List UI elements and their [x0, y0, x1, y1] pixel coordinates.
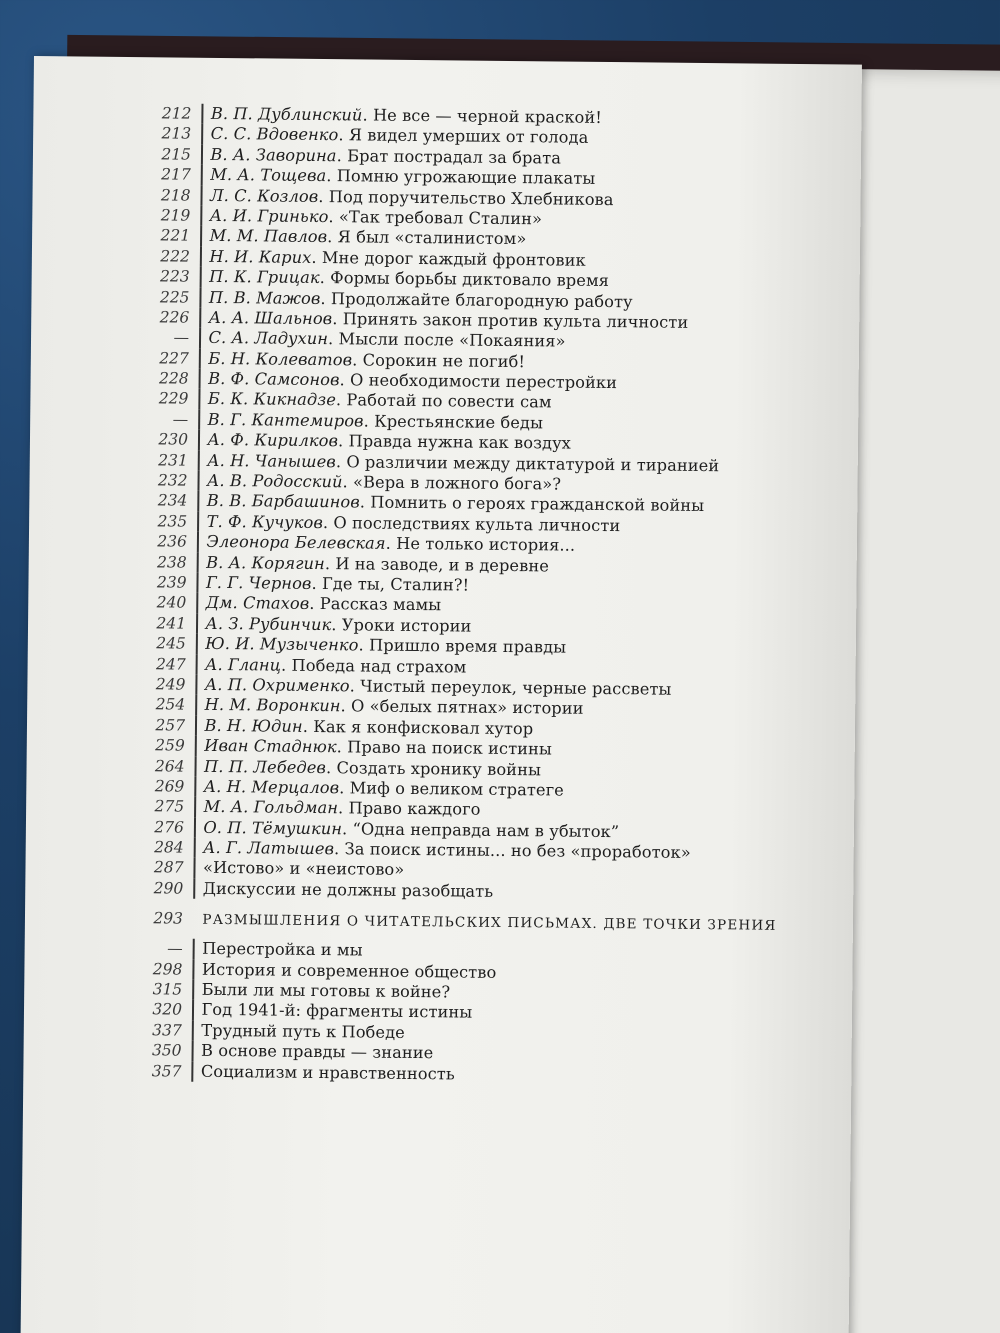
entry-text: В. А. Корягин. И на заводе, и в деревне	[206, 552, 550, 576]
page-number: 223	[160, 267, 190, 286]
entry-text: А. И. Гринько. «Так требовал Сталин»	[209, 205, 543, 229]
column-rule	[200, 185, 202, 205]
column-rule	[196, 654, 198, 674]
page-number: 287	[153, 858, 184, 878]
column-rule	[201, 165, 203, 185]
entry-author: А. Ф. Кирилков	[207, 430, 339, 451]
column-rule	[195, 736, 197, 756]
entry-title: Пришло время правды	[368, 635, 567, 657]
entry-author: М. А. Тощева	[210, 165, 327, 186]
entry-author: М. А. Гольдман	[203, 797, 339, 818]
entry-title: Право каждого	[348, 798, 481, 819]
entry-text: Дм. Стахов. Рассказ мамы	[205, 593, 442, 615]
section-title: РАЗМЫШЛЕНИЯ О ЧИТАТЕЛЬСКИХ ПИСЬМАХ. ДВЕ ТОЧКИ ЗРЕНИЯ	[202, 912, 777, 935]
book-page	[20, 56, 862, 1333]
column-rule	[192, 1021, 194, 1041]
entry-author: Элеонора Белевская	[206, 532, 386, 553]
column-rule	[195, 695, 197, 715]
page-number: 229	[158, 389, 189, 409]
column-rule	[200, 206, 202, 226]
entry-author: Л. С. Козлов	[209, 185, 319, 206]
entry-text: А. Н. Чанышев. О различии между диктатурой и тиранией	[207, 450, 720, 475]
column-rule	[196, 634, 198, 654]
entry-text: Иван Стаднюк. Право на поиск истины	[204, 735, 553, 759]
entry-text: А. З. Рубинчик. Уроки истории	[205, 613, 472, 636]
page-number: 254	[155, 695, 186, 714]
page-number: 225	[159, 287, 190, 307]
entry-title: История и современное общество	[201, 959, 497, 982]
entry-author: Г. Г. Чернов	[205, 572, 312, 593]
entry-author: С. С. Вдовенко	[210, 124, 339, 145]
entry-title: Формы борьбы диктовало время	[330, 268, 610, 291]
column-rule	[198, 389, 200, 409]
column-rule	[194, 817, 196, 837]
contents-list-letters	[143, 103, 831, 905]
entry-text: В. А. Заворина. Брат пострадал за брата	[210, 144, 562, 168]
page-number: 298	[152, 959, 183, 979]
section-heading-row	[143, 898, 823, 945]
entry-text: П. К. Грицак. Формы борьбы диктовало время	[209, 266, 610, 291]
entry-author: М. М. Павлов	[209, 226, 328, 247]
entry-title: И на заводе, и в деревне	[335, 553, 550, 576]
entry-author: Иван Стаднюк	[204, 735, 337, 757]
entry-text: А. П. Охрименко. Чистый переулок, черные рассветы	[204, 674, 672, 699]
page-number: 212	[161, 104, 192, 123]
column-rule	[200, 226, 202, 246]
contents-list-reflections	[141, 938, 822, 1088]
page-number: —	[172, 410, 189, 429]
page-number: 236	[157, 532, 188, 551]
entry-text	[201, 1041, 434, 1064]
entry-title: Чистый переулок, черные рассветы	[360, 676, 672, 699]
entry-title: Я видел умерших от голода	[348, 125, 589, 148]
entry-author: П. К. Грицак	[209, 266, 320, 288]
column-rule	[191, 1061, 193, 1081]
page-number: 264	[154, 756, 185, 776]
entry-text: А. Н. Мерцалов. Миф о великом стратеге	[203, 776, 565, 800]
page-number: 238	[157, 552, 187, 572]
entry-author: П. В. Мажов	[208, 287, 321, 308]
page-number: 350	[151, 1041, 182, 1060]
entry-text: А. А. Шальнов. Принять закон против культа личности	[208, 307, 689, 332]
column-rule	[201, 104, 203, 124]
entry-title: Дискуссии не должны разобщать	[202, 878, 494, 901]
entry-title: «Так требовал Сталин»	[338, 207, 543, 229]
column-rule	[193, 899, 195, 939]
entry-text: А. Г. Латышев. За поиск истины... но без «проработок»	[203, 837, 691, 862]
entry-title: О различии между диктатурой и тиранией	[346, 451, 720, 475]
column-rule	[192, 959, 194, 979]
page-number: 269	[154, 777, 185, 796]
page-number: 290	[153, 879, 184, 898]
column-rule	[196, 613, 198, 633]
entry-title: Помнить о героях гражданской войны	[370, 492, 705, 516]
page-number: 320	[152, 1000, 183, 1020]
entry-text: П. П. Лебедев. Создать хронику войны	[203, 756, 542, 779]
page-number: —	[173, 328, 190, 347]
entry-title: Сорокин не погиб!	[362, 350, 526, 371]
entry-author: А. Г. Латышев	[203, 837, 335, 859]
entry-text: Элеонора Белевская. Не только история...	[206, 532, 576, 555]
entry-author: Т. Ф. Кучуков	[206, 511, 324, 532]
page-number: 228	[158, 369, 189, 388]
entry-author: В. А. Заворина	[210, 144, 337, 165]
page-number: 218	[160, 185, 191, 205]
page-number: 215	[161, 145, 192, 164]
page-number: 259	[155, 736, 185, 755]
entry-text: С. А. Ладухин. Мысли после «Покаяния»	[208, 328, 566, 351]
entry-text: А. Ф. Кирилков. Правда нужна как воздух	[207, 430, 572, 453]
column-rule	[198, 450, 200, 470]
entry-author: А. Н. Чанышев	[207, 450, 336, 471]
page-number: 232	[157, 471, 188, 490]
entry-author: А. В. Родосский	[206, 470, 343, 492]
entry-title: Уроки истории	[341, 615, 472, 636]
column-rule	[195, 675, 197, 695]
entry-author: Дм. Стахов	[205, 593, 310, 614]
column-rule	[197, 471, 199, 491]
page-number: 234	[157, 491, 188, 511]
entry-title: О последствиях культа личности	[333, 512, 621, 535]
column-rule	[193, 858, 195, 878]
entry-title: Не только история...	[396, 534, 576, 555]
column-rule	[201, 124, 203, 144]
entry-text: С. С. Вдовенко. Я видел умерших от голода	[210, 124, 589, 148]
entry-text: Н. И. Карих. Мне дорог каждый фронтовик	[209, 246, 586, 270]
entry-title: Как я конфисковал хутор	[313, 716, 534, 738]
entry-title: Создать хронику войны	[336, 757, 542, 779]
entry-title: Помню угрожающие плакаты	[336, 166, 596, 189]
column-rule	[193, 939, 195, 959]
entry-text: В. Н. Юдин. Как я конфисковал хутор	[204, 715, 534, 738]
page-number: 315	[152, 980, 183, 999]
column-rule	[200, 246, 202, 266]
column-rule	[197, 552, 199, 572]
entry-title: Год 1941-й: фрагменты истины	[201, 1000, 473, 1023]
column-rule	[197, 512, 199, 532]
entry-text: О. П. Тёмушкин. “Одна неправда нам в убыток”	[203, 817, 620, 841]
entry-text	[201, 1000, 472, 1023]
entry-text: Б. К. Кикнадзе. Работай по совести сам	[207, 389, 552, 412]
page-number: 217	[161, 165, 191, 184]
page-number: 276	[154, 817, 185, 837]
column-rule	[199, 369, 201, 389]
entry-title: Правда нужна как воздух	[348, 431, 572, 453]
entry-text: Г. Г. Чернов. Где ты, Сталин?!	[205, 572, 470, 595]
section-page-number: 293	[153, 909, 184, 928]
entry-text: В. В. Барбашинов. Помнить о героях гражданской войны	[206, 491, 705, 516]
table-of-contents	[141, 103, 831, 1088]
entry-title: Рассказ мамы	[319, 594, 442, 615]
entry-title: Победа над страхом	[291, 655, 467, 677]
entry-title: «Вера в ложного бога»?	[352, 472, 562, 494]
page-number: 275	[154, 797, 185, 816]
entry-text	[203, 858, 405, 881]
entry-text: Н. М. Воронкин. О «белых пятнах» истории	[204, 695, 584, 719]
column-rule	[192, 1000, 194, 1020]
page-number: 284	[154, 838, 184, 857]
entry-author: А. П. Охрименко	[204, 674, 350, 696]
page-number: 249	[155, 675, 186, 694]
entry-title: Я был «сталинистом»	[337, 227, 527, 249]
entry-author: В. А. Корягин	[206, 552, 325, 573]
column-rule	[191, 1041, 193, 1061]
entry-title: «Истово» и «неистово»	[202, 858, 405, 880]
entry-text: В. Ф. Самсонов. О необходимости перестройки	[208, 368, 618, 393]
entry-text: Л. С. Козлов. Под поручительство Хлебникова	[209, 185, 614, 209]
entry-title: Право на поиск истины	[347, 737, 553, 759]
column-rule	[199, 308, 201, 328]
page-number: 239	[156, 573, 187, 592]
entry-title: Мне дорог каждый фронтовик	[321, 247, 586, 270]
entry-text	[201, 1061, 455, 1084]
column-rule	[194, 756, 196, 776]
entry-title: За поиск истины... но без «проработок»	[344, 839, 691, 862]
entry-author: А. Гланц	[205, 654, 282, 675]
page-number: 222	[160, 247, 191, 266]
entry-title: Трудный путь к Победе	[201, 1020, 405, 1042]
entry-author: В. Н. Юдин	[204, 715, 303, 736]
page-number: 235	[157, 512, 188, 531]
entry-author: О. П. Тёмушкин	[203, 817, 343, 838]
column-rule	[198, 410, 200, 430]
page-number: 247	[155, 654, 186, 674]
entry-author: А. И. Гринько	[209, 205, 329, 227]
entry-text: М. М. Павлов. Я был «сталинистом»	[209, 226, 527, 249]
entry-text: Ю. И. Музыченко. Пришло время правды	[205, 633, 567, 657]
page-number: 226	[159, 308, 190, 327]
entry-text: П. В. Мажов. Продолжайте благородную работу	[208, 287, 633, 311]
column-rule	[200, 267, 202, 287]
entry-title: Принять закон против культа личности	[342, 309, 689, 332]
entry-title: Были ли мы готовы к войне?	[201, 979, 451, 1002]
page-number: 231	[158, 450, 188, 470]
page-number: 245	[156, 634, 186, 653]
entry-title: Социализм и нравственность	[200, 1061, 455, 1084]
page-number: 337	[152, 1021, 182, 1040]
entry-text: Т. Ф. Кучуков. О последствиях культа личности	[206, 511, 621, 535]
entry-author: А. А. Шальнов	[208, 307, 333, 329]
entry-author: А. Н. Мерцалов	[203, 776, 340, 798]
column-rule	[199, 328, 201, 348]
entry-author: Н. М. Воронкин	[204, 695, 341, 716]
page-number: —	[167, 939, 183, 958]
entry-title: Не все — черной краской!	[372, 105, 603, 127]
entry-author: Б. Н. Колеватов	[208, 348, 353, 370]
entry-title: Перестройка и мы	[202, 939, 363, 960]
entry-text	[201, 1021, 405, 1044]
column-rule	[192, 980, 194, 1000]
entry-text: В. П. Дублинский. Не все — черной краской!	[210, 103, 603, 127]
entry-text	[202, 939, 363, 961]
entry-title: Миф о великом стратеге	[349, 778, 565, 800]
entry-title: “Одна неправда нам в убыток”	[352, 819, 620, 841]
entry-author: Ю. И. Музыченко	[205, 633, 359, 655]
entry-author: П. П. Лебедев	[203, 756, 327, 777]
page-number: 257	[155, 716, 186, 735]
entry-title: Мысли после «Покаяния»	[338, 329, 566, 351]
entry-text: М. А. Тощева. Помню угрожающие плакаты	[210, 165, 596, 189]
entry-title: Брат пострадал за брата	[347, 146, 562, 168]
column-rule	[196, 573, 198, 593]
column-rule	[194, 797, 196, 817]
entry-author: В. П. Дублинский	[210, 103, 363, 125]
column-rule	[199, 287, 201, 307]
entry-text	[203, 879, 494, 902]
page-number: 357	[151, 1061, 182, 1081]
entry-title: Работай по совести сам	[346, 390, 552, 412]
page-number: 213	[161, 124, 192, 144]
entry-text: Б. Н. Колеватов. Сорокин не погиб!	[208, 348, 526, 371]
column-rule	[199, 348, 201, 368]
entry-author: С. А. Ладухин	[208, 328, 329, 349]
page-number: 230	[158, 430, 189, 449]
entry-title: О необходимости перестройки	[349, 370, 618, 393]
entry-text: А. Гланц. Победа над страхом	[205, 654, 467, 677]
entry-author: В. В. Барбашинов	[206, 491, 360, 512]
column-rule	[194, 777, 196, 797]
column-rule	[197, 532, 199, 552]
entry-author: Б. К. Кикнадзе	[207, 389, 337, 410]
page-number: 221	[160, 226, 191, 245]
page-number: 241	[156, 614, 187, 633]
entry-text: В. Г. Кантемиров. Крестьянские беды	[207, 409, 544, 433]
page-number: 219	[160, 206, 191, 225]
column-rule	[195, 715, 197, 735]
entry-title: Где ты, Сталин?!	[321, 574, 470, 595]
column-rule	[198, 430, 200, 450]
entry-text: А. В. Родосский. «Вера в ложного бога»?	[206, 470, 562, 494]
entry-title: В основе правды — знание	[200, 1040, 434, 1063]
column-rule	[201, 145, 203, 165]
column-rule	[193, 879, 195, 899]
entry-author: В. Ф. Самсонов	[208, 368, 340, 390]
entry-title: Под поручительство Хлебникова	[328, 186, 614, 209]
page-number: 240	[156, 593, 187, 612]
entry-author: В. Г. Кантемиров	[207, 409, 364, 431]
entry-title: Крестьянские беды	[374, 411, 544, 433]
column-rule	[194, 838, 196, 858]
entry-author: Н. И. Карих	[209, 246, 312, 267]
column-rule	[196, 593, 198, 613]
entry-text: М. А. Гольдман. Право каждого	[203, 797, 481, 819]
page-number: 227	[159, 349, 189, 368]
entry-title: О «белых пятнах» истории	[350, 696, 584, 719]
column-rule	[197, 491, 199, 511]
entry-author: А. З. Рубинчик	[205, 613, 332, 634]
entry-title: Продолжайте благородную работу	[330, 288, 633, 311]
entry-text	[202, 980, 451, 1003]
